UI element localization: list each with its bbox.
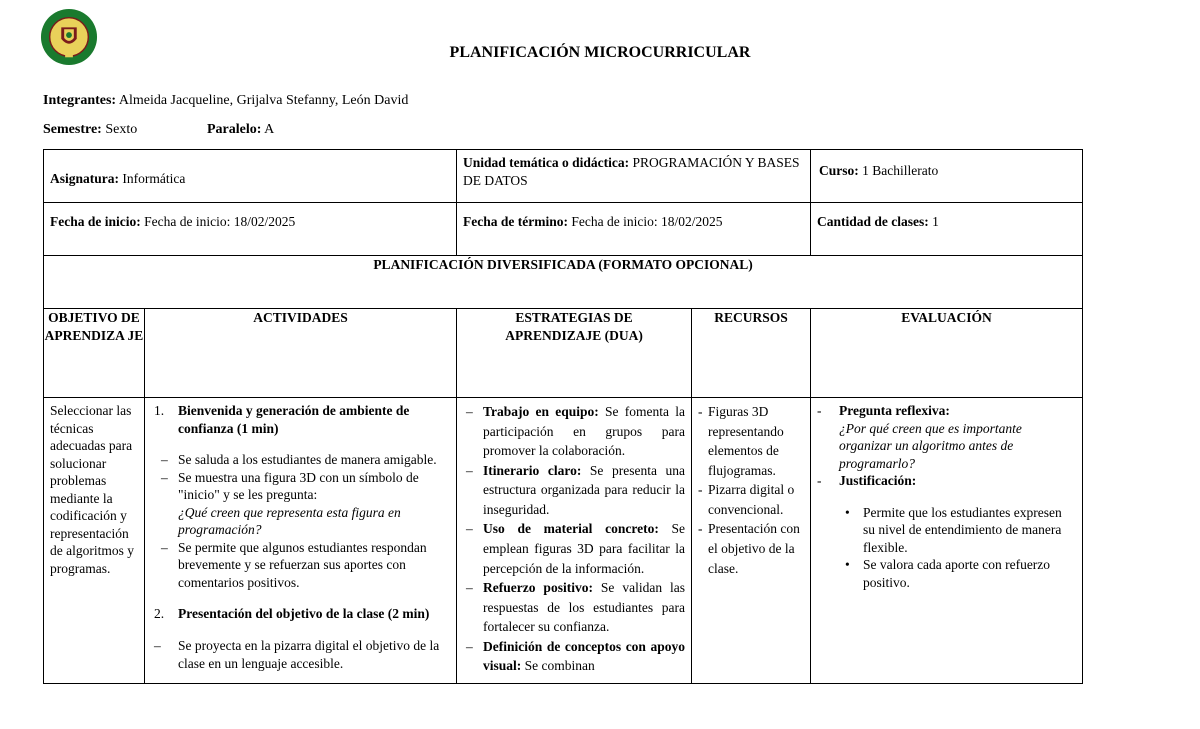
strategy-5-label: Definición de conceptos con apoyo visual: [483, 638, 686, 674]
strategy-item: – Uso de material concreto: Se emplean figuras 3D para facilitar la percepción de la información. [466, 521, 686, 576]
activity-item-1 [151, 402, 450, 437]
unidad-value: PROGRAMACIÓN Y BASES DE DATOS [463, 155, 800, 188]
semestre-value: Sexto [105, 122, 138, 137]
estrategias-cell [457, 398, 692, 684]
paralelo-label: Paralelo: [207, 122, 262, 137]
unidad-cell [457, 150, 811, 203]
strategy-3-label: Uso de material concreto: [483, 521, 659, 537]
asignatura-value: Informática [122, 171, 186, 186]
asignatura-cell [44, 150, 457, 203]
fecha-termino-label: Fecha de término: [463, 214, 568, 229]
activity-1-bullet-2: Se muestra una figura 3D con un símbolo de "inicio" y se les pregunta: [178, 469, 419, 503]
planning-table [43, 149, 1083, 684]
asignatura-label: Asignatura: [50, 171, 120, 186]
page-title: PLANIFICACIÓN MICROCURRICULAR [449, 44, 751, 61]
objetivo-cell [44, 398, 145, 684]
curso-cell [811, 150, 1083, 203]
col-recursos: RECURSOS [692, 309, 811, 398]
integrantes-value: Almeida Jacqueline, Grijalva Stefanny, León David [118, 93, 409, 108]
strategy-1-text: Se fomenta la participación en grupos para promover la colaboración. [483, 404, 686, 459]
objetivo-text: Seleccionar las técnicas adecuadas para solucionar problemas mediante la codificación y representación de algoritmos y programas. [50, 403, 134, 576]
recursos-cell [692, 398, 811, 684]
resource-2: Pizarra digital o convencional. [708, 482, 795, 517]
strategy-5-text: Se combinan [524, 658, 595, 674]
strategy-item: – Refuerzo positivo: Se validan las respuestas de los estudiantes para fortalecer su confianza. [466, 580, 686, 635]
integrantes-line [43, 93, 408, 109]
fecha-termino-value: Fecha de inicio: 18/02/2025 [571, 214, 723, 229]
section-title: PLANIFICACIÓN DIVERSIFICADA (FORMATO OPCIONAL) [44, 256, 1083, 309]
list-item: – Se muestra una figura 3D con un símbolo de "inicio" y se les pregunta: ¿Qué creen que representa esta figura en programación? [161, 469, 419, 538]
evaluation-bullet-1: Permite que los estudiantes expresen su nivel de entendimiento de manera flexible. [863, 504, 1062, 555]
paralelo-line [207, 122, 274, 138]
strategy-item: – Definición de conceptos con apoyo visual: Se combinan [466, 638, 686, 674]
cantidad-label: Cantidad de clases: [817, 214, 929, 229]
evaluacion-cell [811, 398, 1083, 684]
cantidad-cell [811, 203, 1083, 256]
resource-1: Figuras 3D representando elementos de flujogramas. [708, 404, 784, 478]
strategy-2-text: Se presenta una estructura organizada para reducir la inseguridad. [483, 462, 686, 517]
fecha-inicio-value: Fecha de inicio: 18/02/2025 [144, 214, 296, 229]
strategy-item: – Trabajo en equipo: Se fomenta la participación en grupos para promover la colaboración. [466, 404, 686, 459]
list-item: – Se proyecta en la pizarra digital el objetivo de la clase en un lenguaje accesible. [154, 638, 440, 671]
strategy-4-label: Refuerzo positivo: [483, 580, 593, 596]
activity-item-2-title: Presentación del objetivo de la clase (2 min) [178, 606, 430, 622]
col-estrategias-label: ESTRATEGIAS DE APRENDIZAJE (DUA) [505, 310, 643, 343]
activity-1-bullet-3: Se permite que algunos estudiantes respondan brevemente y se refuerzan sus aportes con comentarios positivos. [178, 539, 427, 590]
curso-label: Curso: [819, 163, 859, 178]
evaluation-justification: - Justificación: [817, 473, 917, 489]
activity-2-bullet-1: Se proyecta en la pizarra digital el objetivo de la clase en un lenguaje accesible. [178, 638, 440, 671]
list-item: – Se saluda a los estudiantes de manera amigable. [161, 452, 437, 468]
activity-item-1-number: 1. [154, 403, 165, 418]
activity-item-1-title: Bienvenida y generación de ambiente de confianza (1 min) [178, 403, 410, 436]
resource-item: - Presentación con el objetivo de la clase. [698, 521, 800, 576]
activity-item-2 [151, 605, 450, 623]
justificacion-label: Justificación: [839, 473, 917, 489]
strategy-3-text: Se emplean figuras 3D para facilitar la percepción de la información. [483, 521, 686, 576]
pregunta-text: ¿Por qué creen que es importante organizar un algoritmo antes de programarlo? [839, 420, 1022, 471]
list-item: – Se permite que algunos estudiantes respondan brevemente y se refuerzan sus aportes con comentarios positivos. [161, 539, 427, 590]
activity-1-question: ¿Qué creen que representa esta figura en programación? [178, 504, 401, 538]
activity-item-2-number: 2. [154, 606, 165, 622]
activity-1-bullet-1: Se saluda a los estudiantes de manera amigable. [178, 452, 437, 468]
paralelo-value: A [264, 122, 275, 137]
unidad-label: Unidad temática o didáctica: [463, 155, 630, 170]
curso-value: 1 Bachillerato [862, 163, 939, 178]
fecha-inicio-label: Fecha de inicio: [50, 214, 141, 229]
col-estrategias [457, 309, 692, 398]
semestre-label: Semestre: [43, 122, 102, 137]
pregunta-label: Pregunta reflexiva: [839, 403, 950, 418]
list-item: • Permite que los estudiantes expresen su nivel de entendimiento de manera flexible. [845, 504, 1062, 555]
resource-3: Presentación con el objetivo de la clase. [708, 521, 800, 576]
cantidad-value: 1 [932, 214, 939, 229]
fecha-inicio-cell [44, 203, 457, 256]
evaluation-bullet-2: Se valora cada aporte con refuerzo positivo. [863, 557, 1051, 590]
semestre-line [43, 122, 137, 138]
resource-item: - Pizarra digital o convencional. [698, 482, 795, 517]
evaluation-question: - Pregunta reflexiva: ¿Por qué creen que es importante organizar un algoritmo antes de programarlo? [817, 403, 1022, 471]
strategy-1-label: Trabajo en equipo: [483, 404, 599, 419]
integrantes-label: Integrantes: [43, 93, 117, 108]
fecha-termino-cell [457, 203, 811, 256]
list-item: • Se valora cada aporte con refuerzo positivo. [845, 557, 1051, 590]
col-evaluacion: EVALUACIÓN [811, 309, 1083, 398]
strategy-4-text: Se validan las respuestas de los estudiantes para fortalecer su confianza. [483, 580, 686, 635]
strategy-item: – Itinerario claro: Se presenta una estructura organizada para reducir la inseguridad. [466, 462, 686, 517]
col-objetivo: OBJETIVO DE APRENDIZA JE [44, 309, 145, 398]
strategy-2-label: Itinerario claro: [483, 462, 582, 478]
actividades-cell [145, 398, 457, 684]
resource-item: - Figuras 3D representando elementos de flujogramas. [698, 404, 784, 478]
col-actividades: ACTIVIDADES [145, 309, 457, 398]
